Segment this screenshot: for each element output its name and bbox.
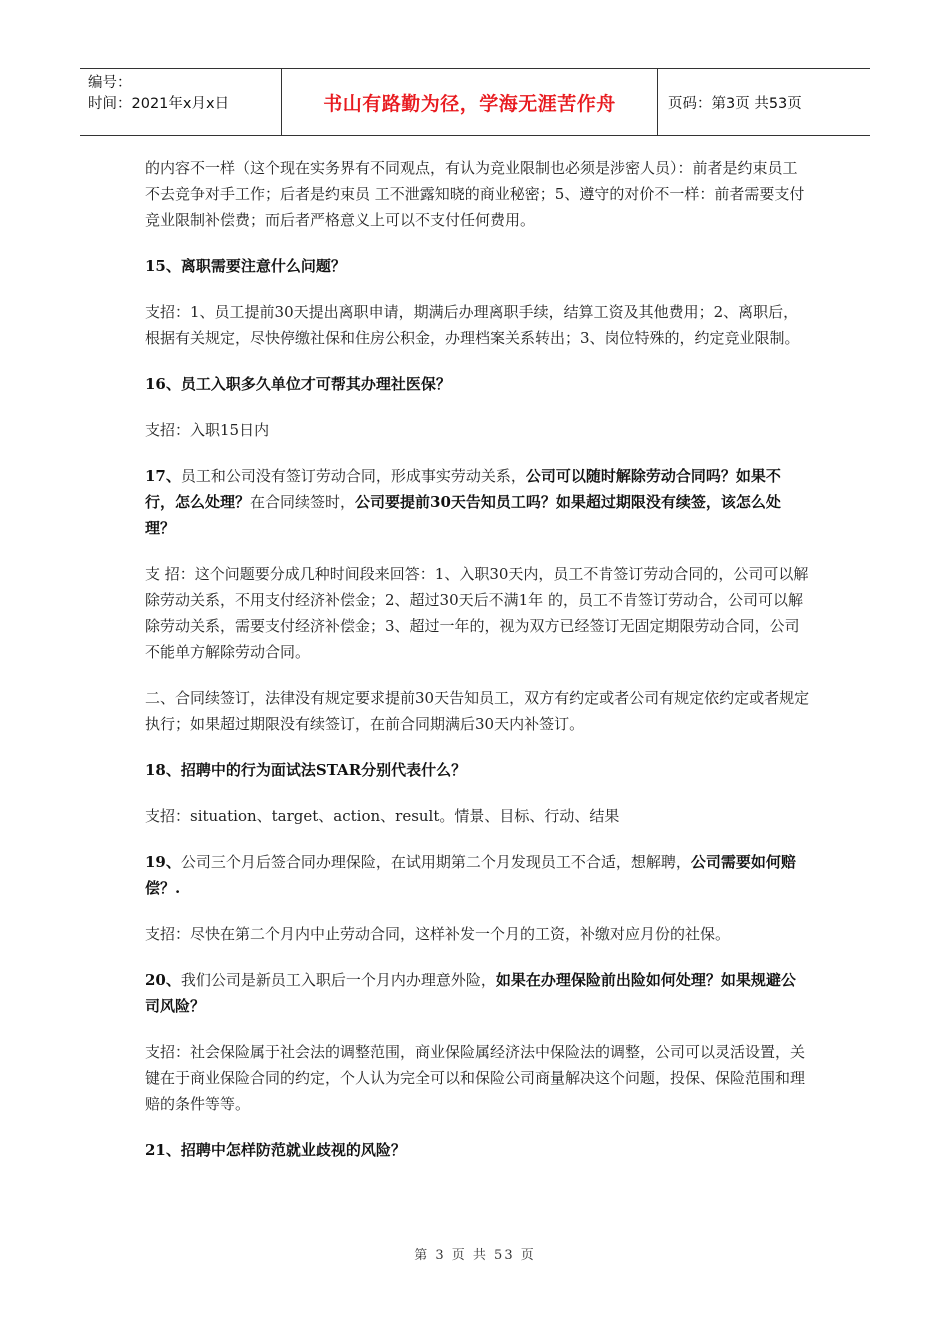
- question-17: [145, 463, 810, 541]
- time-label: 时间：2021年x月x日: [88, 96, 230, 112]
- number-label: 编号：: [88, 75, 132, 91]
- page-footer: 第 3 页 共 53 页: [414, 1248, 536, 1263]
- header-page-info: 页码：第3页 共53页: [668, 95, 802, 112]
- question-20: [145, 967, 810, 1019]
- answer-18: 支招：situation、target、action、result。情景、目标、行动、结果: [145, 807, 620, 825]
- question-21: 21、招聘中怎样防范就业歧视的风险？: [145, 1141, 406, 1159]
- question-17-number: 17、: [145, 467, 181, 485]
- question-19: [145, 849, 810, 901]
- answer-17: 支 招：这个问题要分成几种时间段来回答：1、入职30天内，员工不肯签订劳动合同的，公司可以解除劳动关系，不用支付经济补偿金；2、超过30天后不满1年 的，员工不肯签订劳动合，公司可以解除劳动关系，需要支付经济补偿金；3、超过一年的，视为双方已经签订无固定期限劳动合同，公司不能单方解除劳动合同。: [145, 565, 809, 661]
- question-16: 16、员工入职多久单位才可帮其办理社医保？: [145, 375, 451, 393]
- question-17-ask-1: 公司可以随时解除劳动合同吗？如果不行，怎么处理？: [145, 467, 781, 511]
- answer-16: 支招：入职15日内: [145, 421, 270, 439]
- document-body: [145, 155, 810, 1183]
- question-19-number: 19、: [145, 853, 181, 871]
- question-17-context-2: 在合同续签时，: [250, 493, 356, 511]
- paragraph-continuation: 的内容不一样（这个现在实务界有不同观点，有认为竞业限制也必须是涉密人员）：前者是约束员工不去竞争对手工作；后者是约束员 工不泄露知晓的商业秘密；5、遵守的对价不一样：前者需要支付竞业限制补偿费；而后者严格意义上可以不支付任何费用。: [145, 159, 805, 229]
- question-18: 18、招聘中的行为面试法STAR分别代表什么？: [145, 761, 467, 779]
- header-meta: [80, 69, 282, 135]
- header-motto: 书山有路勤为径，学海无涯苦作舟: [282, 69, 658, 135]
- question-17-ask-2: 公司要提前30天告知员工吗？如果超过期限没有续签，该怎么处理？: [145, 493, 781, 537]
- question-19-context: 公司三个月后签合同办理保险，在试用期第二个月发现员工不合适，想解聘，: [180, 853, 691, 871]
- question-17-context: 员工和公司没有签订劳动合同，形成事实劳动关系，: [180, 467, 526, 485]
- answer-15: 支招：1、员工提前30天提出离职申请，期满后办理离职手续，结算工资及其他费用；2、离职后，根据有关规定，尽快停缴社保和住房公积金，办理档案关系转出；3、岗位特殊的，约定竞业限制。: [145, 303, 800, 347]
- question-19-ask: 公司需要如何赔偿？.: [145, 853, 796, 897]
- page-header: [80, 68, 870, 136]
- answer-20: 支招：社会保险属于社会法的调整范围，商业保险属经济法中保险法的调整，公司可以灵活设置，关键在于商业保险合同的约定，个人认为完全可以和保险公司商量解决这个问题，投保、保险范围和理赔的条件等等。: [145, 1043, 806, 1113]
- question-15: 15、离职需要注意什么问题？: [145, 257, 346, 275]
- question-20-context: 我们公司是新员工入职后一个月内办理意外险，: [180, 971, 496, 989]
- answer-19: 支招：尽快在第二个月内中止劳动合同，这样补发一个月的工资，补缴对应月份的社保。: [145, 925, 731, 943]
- answer-17-part-2: 二、合同续签订，法律没有规定要求提前30天告知员工，双方有约定或者公司有规定依约定或者规定执行；如果超过期限没有续签订，在前合同期满后30天内补签订。: [145, 689, 810, 733]
- question-20-ask: 如果在办理保险前出险如何处理？如果规避公司风险？: [145, 971, 796, 1015]
- question-20-number: 20、: [145, 971, 181, 989]
